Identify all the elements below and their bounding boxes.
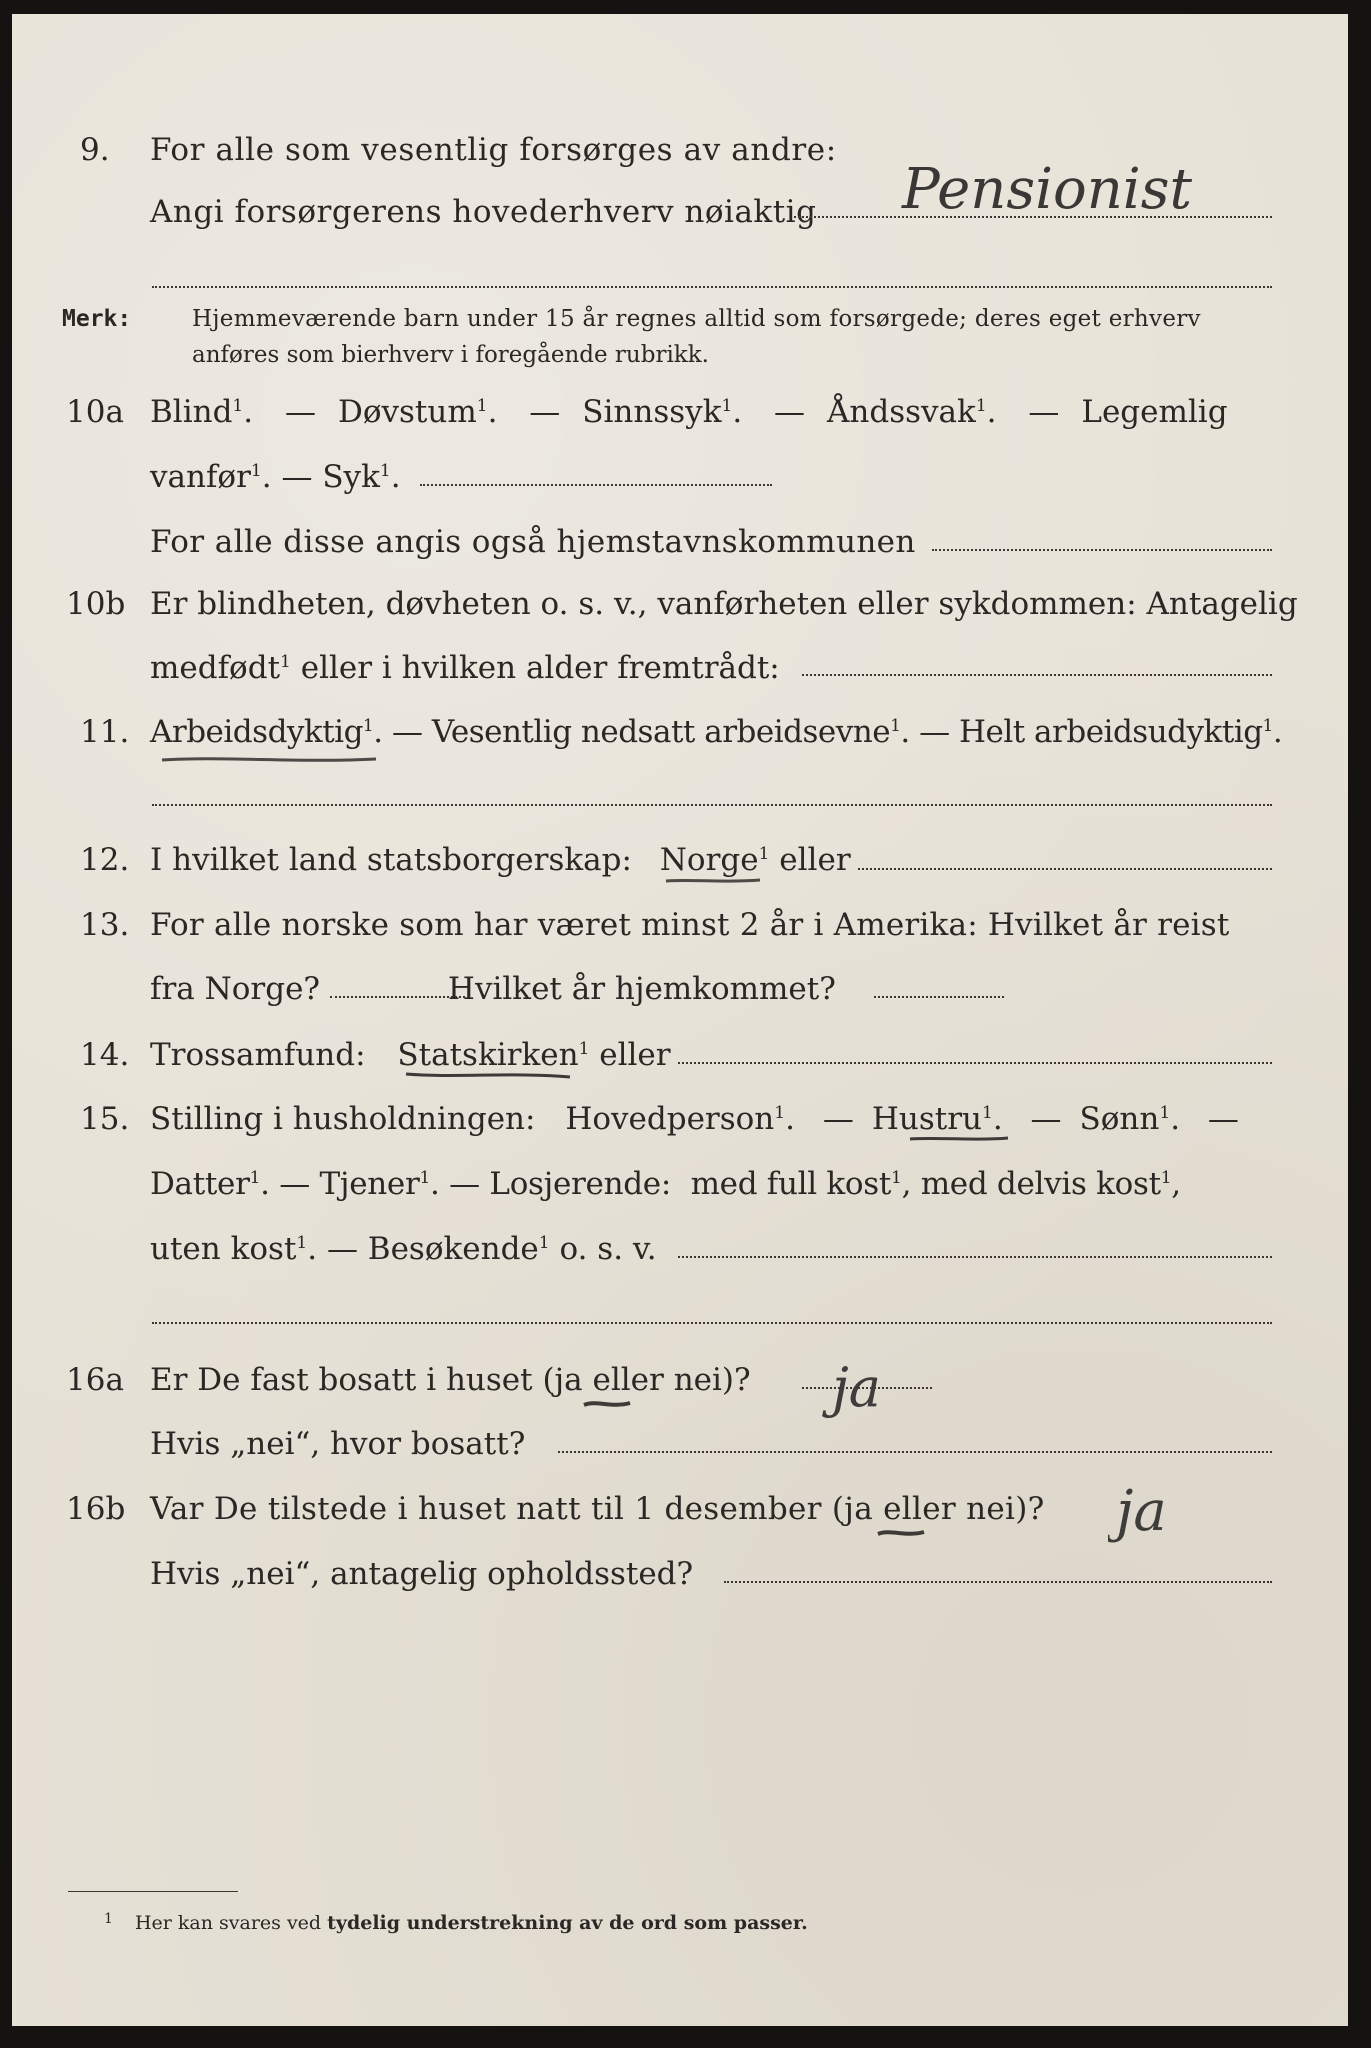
q12-eller: eller bbox=[779, 842, 851, 878]
q16b-line1: Var De tilstede i huset natt til 1 desember (ja eller nei)? bbox=[150, 1491, 1045, 1527]
q12-answer-line bbox=[858, 868, 1272, 870]
footnote-text-b: tydelig understrekning av de ord som passer. bbox=[327, 1912, 808, 1934]
opt-datter: Datter bbox=[150, 1166, 250, 1202]
q10b-line2-rest: eller i hvilken alder fremtrådt: bbox=[300, 650, 780, 686]
opt-uten-kost: uten kost bbox=[150, 1231, 297, 1267]
q9-continuation-line bbox=[152, 286, 1272, 288]
q10a-number: 10a bbox=[66, 394, 124, 430]
q10b-answer-line bbox=[802, 674, 1272, 676]
q16b-answer-text: ja bbox=[1116, 1479, 1167, 1544]
q13-fra-norge: fra Norge? bbox=[150, 971, 321, 1007]
merk-line1: Hjemmeværende barn under 15 år regnes alltid som forsørgede; deres eget erhverv bbox=[192, 306, 1201, 332]
q14-answer-line bbox=[678, 1062, 1272, 1064]
q15-osv: o. s. v. bbox=[559, 1231, 657, 1267]
q14-label: Trossamfund: bbox=[150, 1037, 366, 1073]
q13-line1: For alle norske som har været minst 2 år i Amerika: Hvilket år reist bbox=[150, 907, 1230, 943]
q9-number: 9. bbox=[80, 132, 110, 168]
opt-statskirken: Statskirken bbox=[397, 1037, 579, 1073]
q14-line: Trossamfund: Statskirken$^1$ eller bbox=[150, 1037, 671, 1073]
footnote-rule bbox=[68, 1891, 238, 1892]
q15-line3: uten kost$^1$. — Besøkende$^1$ o. s. v. bbox=[150, 1231, 657, 1267]
q10b-line1: Er blindheten, døvheten o. s. v., vanførheten eller sykdommen: Antagelig bbox=[150, 586, 1298, 622]
opt-losjerende: Losjerende: bbox=[489, 1166, 671, 1202]
opt-besokende: Besøkende bbox=[367, 1231, 539, 1267]
q14-number: 14. bbox=[80, 1037, 130, 1073]
underline-norge bbox=[664, 874, 764, 888]
q15-number: 15. bbox=[80, 1101, 130, 1137]
q10a-line3: For alle disse angis også hjemstavnskommunen bbox=[150, 524, 916, 560]
q16b-line2: Hvis „nei“, antagelig opholdssted? bbox=[150, 1556, 694, 1592]
q10b-line2: medfødt$^1$ eller i hvilken alder fremtrådt: bbox=[150, 650, 780, 686]
opt-sonn: Sønn bbox=[1079, 1101, 1160, 1137]
q13-number: 13. bbox=[80, 907, 130, 943]
footnote-mark: 1 bbox=[104, 1911, 113, 1927]
opt-hustru: Hustru bbox=[871, 1101, 982, 1137]
q9-line1: For alle som vesentlig forsørges av andre: bbox=[150, 132, 837, 168]
q16a-line2-dots bbox=[558, 1451, 1272, 1453]
q13-line2 bbox=[150, 969, 836, 1009]
q16a-handwritten-answer bbox=[822, 1344, 942, 1454]
merk-line2: anføres som bierhverv i foregående rubrikk. bbox=[192, 342, 709, 368]
opt-arbeidsdyktig: Arbeidsdyktig bbox=[150, 714, 363, 750]
footnote-text-a: Her kan svares ved bbox=[134, 1912, 322, 1934]
q13-hjem-dots bbox=[874, 996, 1004, 998]
census-form-page bbox=[12, 14, 1348, 2026]
q15-label: Stilling i husholdningen: bbox=[150, 1101, 536, 1137]
q15-line1: Stilling i husholdningen: Hovedperson$^1$. — Hustru$^1$. — Sønn$^1$. — bbox=[150, 1101, 1239, 1137]
q16b-number: 16b bbox=[66, 1491, 126, 1527]
q10b-number: 10b bbox=[66, 586, 126, 622]
merk-label-text: Merk: bbox=[62, 306, 132, 332]
opt-vesentlig-nedsatt: Vesentlig nedsatt arbeidsevne bbox=[431, 714, 891, 750]
q15-continuation-line bbox=[152, 1322, 1272, 1324]
opt-legemlig: Legemlig bbox=[1081, 394, 1228, 430]
q9-line2: Angi forsørgerens hovederhverv nøiaktig bbox=[150, 194, 817, 230]
q9-handwritten-answer bbox=[892, 118, 1272, 228]
underline-hustru bbox=[908, 1132, 1012, 1146]
q16a-line1: Er De fast bosatt i huset (ja eller nei)? bbox=[150, 1362, 751, 1398]
q16b-handwritten-answer bbox=[1108, 1468, 1248, 1598]
q10a-line2: vanfør$^1$. — Syk$^1$. bbox=[150, 459, 401, 495]
q11-number: 11. bbox=[80, 714, 130, 750]
underline-statskirken bbox=[404, 1068, 574, 1084]
opt-vanfor: vanfør bbox=[150, 459, 251, 495]
q15-line2: Datter$^1$. — Tjener$^1$. — Losjerende: med full kost$^1$, med delvis kost$^1$, bbox=[150, 1166, 1181, 1202]
opt-full-kost: med full kost bbox=[690, 1166, 892, 1202]
opt-tjener: Tjener bbox=[319, 1166, 420, 1202]
opt-hovedperson: Hovedperson bbox=[565, 1101, 775, 1137]
q9-answer-text: Pensionist bbox=[902, 157, 1192, 222]
q16a-line2: Hvis „nei“, hvor bosatt? bbox=[150, 1426, 526, 1462]
q12-label: I hvilket land statsborgerskap: bbox=[150, 842, 632, 878]
q12-line: I hvilket land statsborgerskap: Norge$^1$ eller bbox=[150, 842, 851, 878]
q11-continuation-line bbox=[152, 804, 1272, 806]
q13-hjemkommet: Hvilket år hjemkommet? bbox=[447, 971, 836, 1007]
footnote bbox=[104, 1906, 808, 1936]
underline-arbeidsdyktig bbox=[160, 752, 380, 768]
q10a-line3-dots bbox=[932, 549, 1272, 551]
opt-andssvak: Åndssvak bbox=[827, 394, 976, 430]
q16a-number: 16a bbox=[66, 1362, 124, 1398]
q10a-line1: Blind$^1$. — Døvstum$^1$. — Sinnssyk$^1$. — Åndssvak$^1$. — Legemlig bbox=[150, 394, 1228, 430]
q15-answer-line bbox=[678, 1256, 1272, 1258]
q10a-line2-dots bbox=[420, 484, 772, 486]
q16b-answer-line bbox=[724, 1581, 1272, 1583]
opt-blind: Blind bbox=[150, 394, 233, 430]
opt-norge: Norge bbox=[659, 842, 759, 878]
opt-sinnssyk: Sinnssyk bbox=[582, 394, 722, 430]
q14-eller: eller bbox=[599, 1037, 671, 1073]
q13-fra-dots bbox=[330, 996, 465, 998]
opt-helt-arbeidsudyktig: Helt arbeidsudyktig bbox=[958, 714, 1263, 750]
merk-label bbox=[62, 302, 131, 336]
underline-q16b-ja bbox=[876, 1526, 928, 1540]
opt-dovstum: Døvstum bbox=[337, 394, 477, 430]
opt-medfodt: medfødt bbox=[150, 650, 281, 686]
opt-syk: Syk bbox=[322, 459, 380, 495]
q11-line: Arbeidsdyktig$^1$. — Vesentlig nedsatt arbeidsevne$^1$. — Helt arbeidsudyktig$^1$. bbox=[150, 714, 1283, 750]
opt-delvis-kost: med delvis kost bbox=[920, 1166, 1161, 1202]
underline-q16a-ja bbox=[582, 1397, 634, 1411]
q16a-answer-text: ja bbox=[832, 1356, 881, 1419]
q12-number: 12. bbox=[80, 842, 130, 878]
